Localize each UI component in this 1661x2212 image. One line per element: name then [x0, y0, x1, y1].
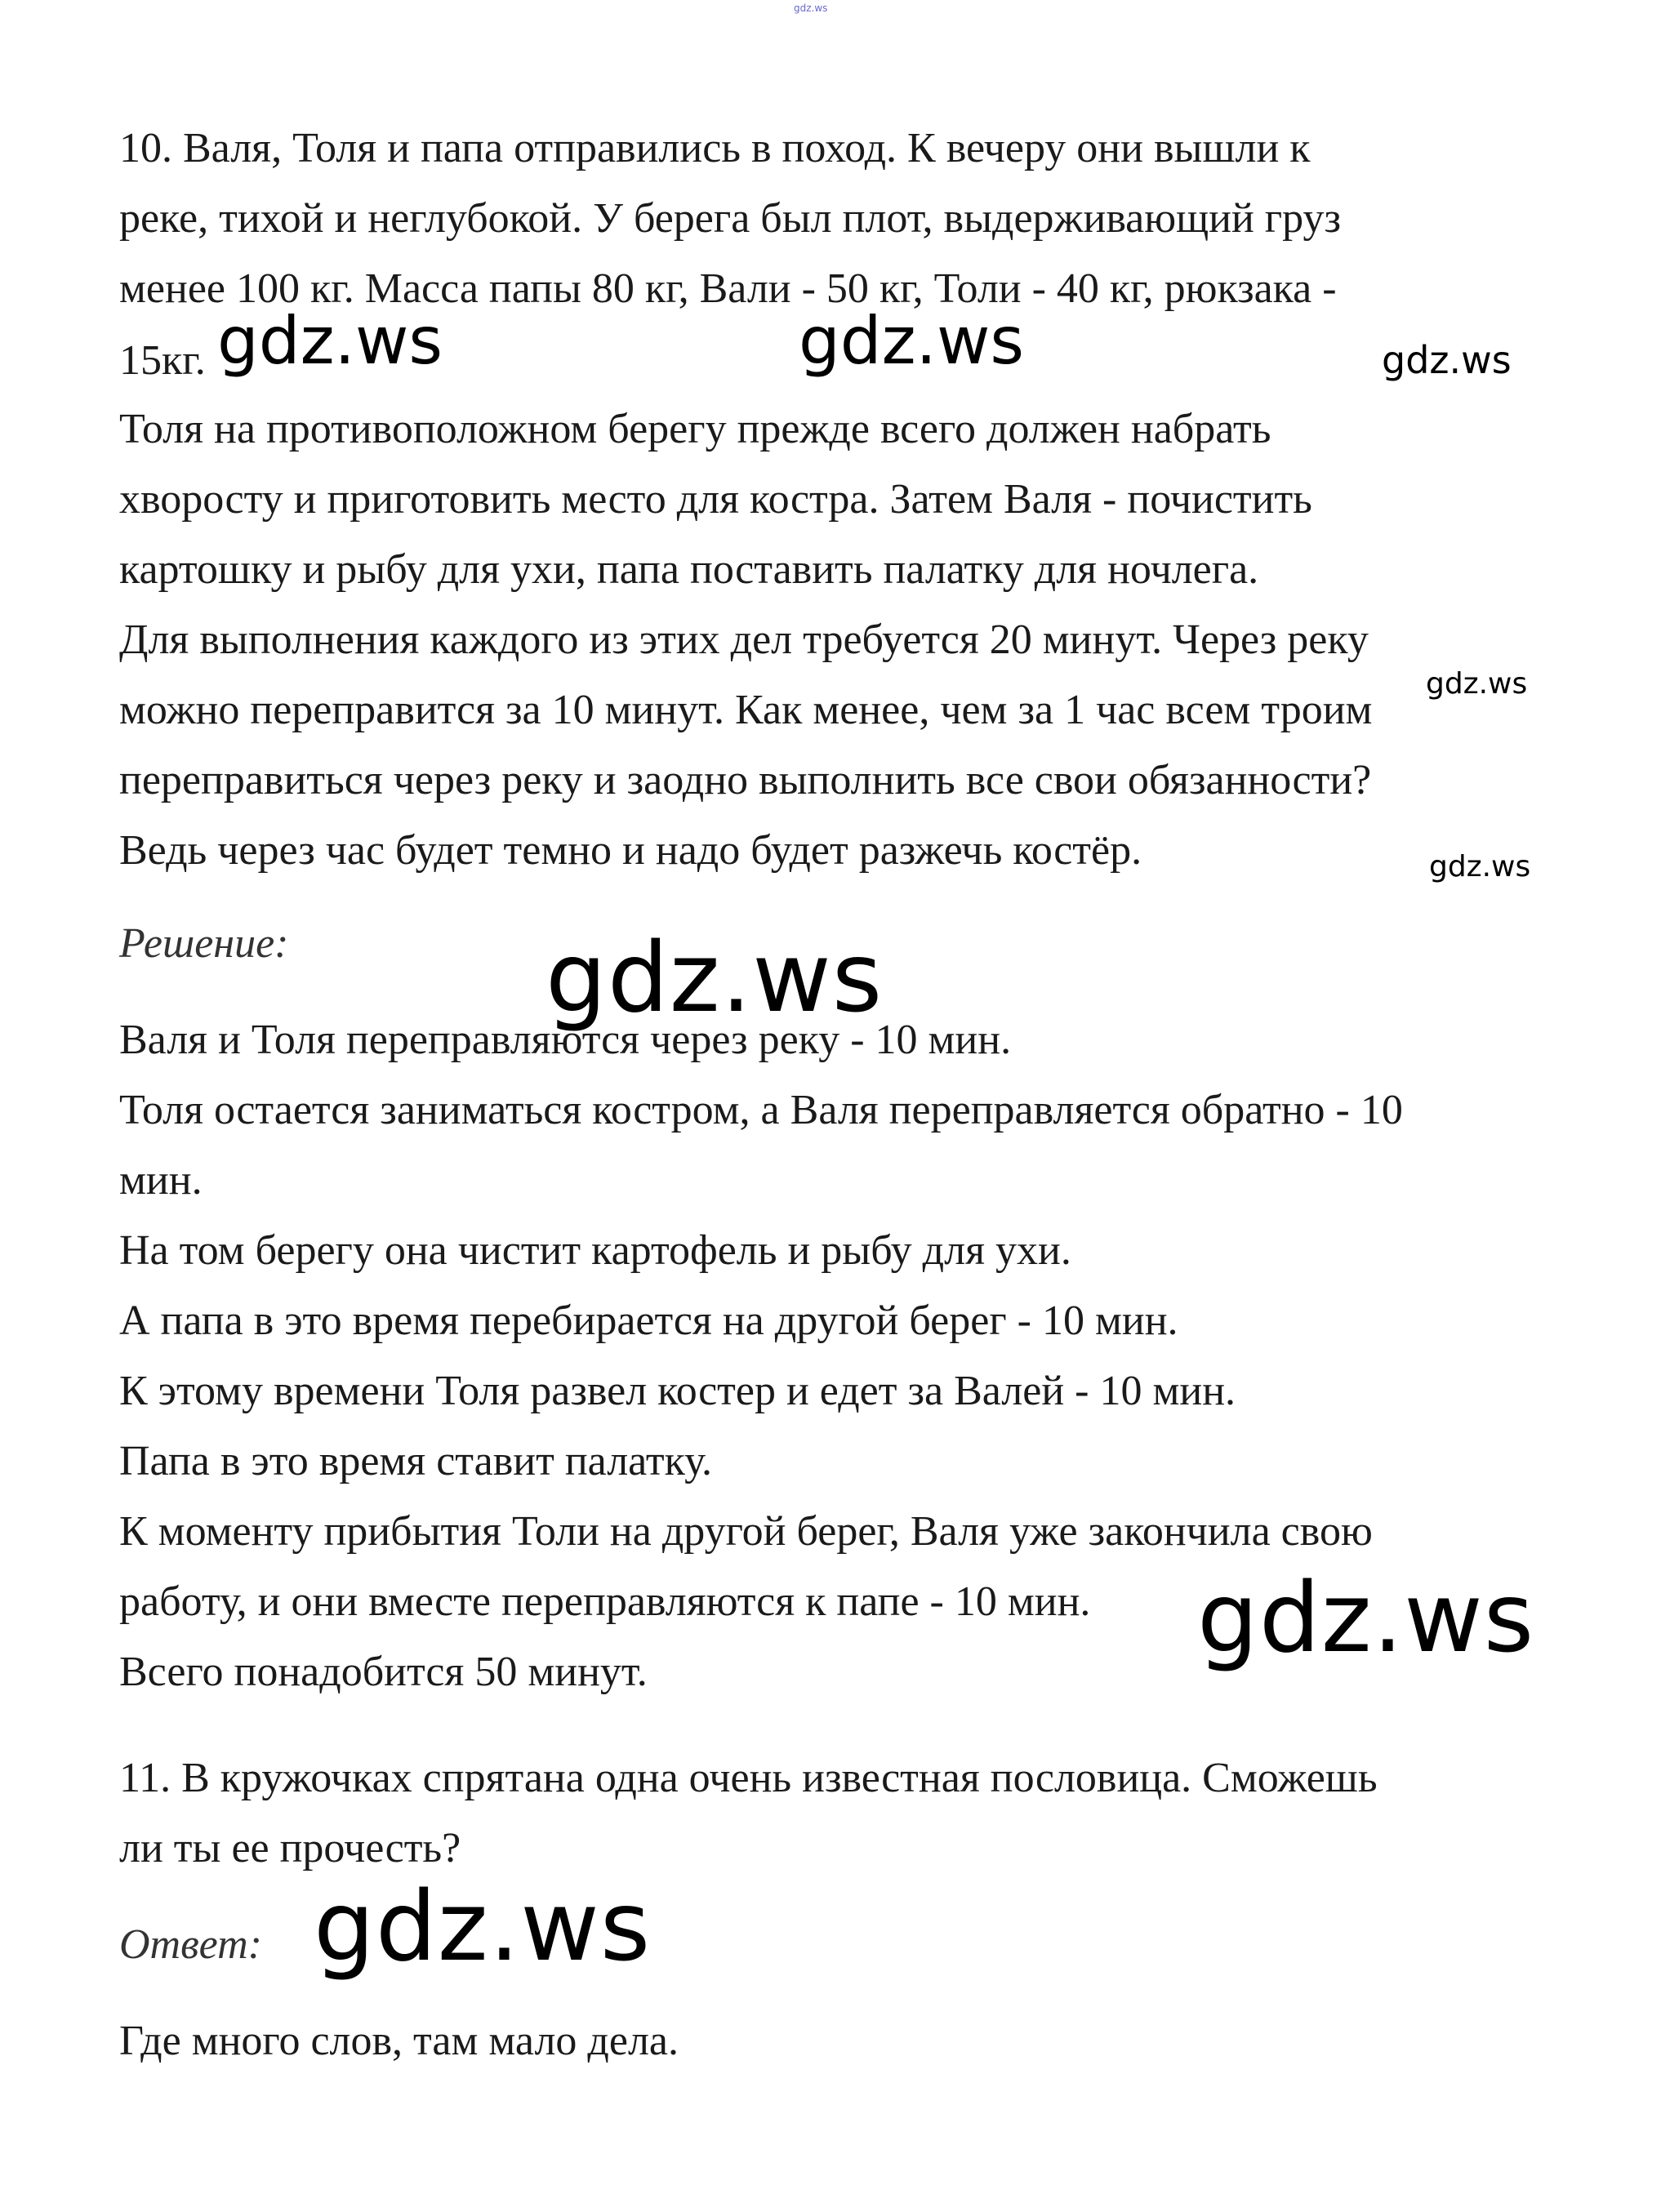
watermark-3: gdz.ws — [1382, 338, 1512, 382]
watermark-6: gdz.ws — [546, 921, 884, 1034]
problem10-line-10: переправиться через реку и заодно выполнить все свои обязанности? — [119, 757, 1372, 803]
watermark-7: gdz.ws — [1197, 1561, 1535, 1674]
solution-line-9: работу, и они вместе переправляются к папе - 10 мин. — [119, 1578, 1091, 1625]
solution-line-8: К моменту прибытия Толи на другой берег, Валя уже закончила свою — [119, 1508, 1373, 1555]
solution-line-3: мин. — [119, 1157, 203, 1204]
solution-line-1: Валя и Толя переправляются через реку - 10 мин. — [119, 1017, 1012, 1063]
problem10-line-11: Ведь через час будет темно и надо будет разжечь костёр. — [119, 827, 1142, 874]
solution-line-5: А папа в это время перебирается на другой берег - 10 мин. — [119, 1297, 1178, 1344]
answer-text: Где много слов, там мало дела. — [119, 2018, 679, 2064]
watermark-5: gdz.ws — [1429, 850, 1531, 883]
watermark-top: gdz.ws — [794, 2, 828, 14]
problem10-line-9: можно переправится за 10 минут. Как менее, чем за 1 час всем троим — [119, 687, 1373, 733]
solution-line-4: На том берегу она чистит картофель и рыбу для ухи. — [119, 1227, 1071, 1274]
watermark-8: gdz.ws — [314, 1870, 652, 1983]
solution-line-2: Толя остается заниматься костром, а Валя переправляется обратно - 10 — [119, 1087, 1403, 1133]
problem10-line-7: картошку и рыбу для ухи, папа поставить палатку для ночлега. — [119, 546, 1259, 593]
solution-line-6: К этому времени Толя развел костер и едет за Валей - 10 мин. — [119, 1368, 1236, 1414]
problem10-line-1: 10. Валя, Толя и папа отправились в поход. К вечеру они вышли к — [119, 125, 1311, 171]
watermark-4: gdz.ws — [1426, 667, 1528, 701]
problem10-line-5: Толя на противоположном берегу прежде всего должен набрать — [119, 406, 1271, 452]
solution-line-10: Всего понадобится 50 минут. — [119, 1649, 648, 1695]
problem10-line-4: 15кг. — [119, 337, 206, 384]
problem10-line-8: Для выполнения каждого из этих дел требуется 20 минут. Через реку — [119, 616, 1369, 663]
problem10-line-6: хворосту и приготовить место для костра. Затем Валя - почистить — [119, 476, 1312, 523]
watermark-2: gdz.ws — [799, 303, 1025, 379]
solution-heading: Решение: — [119, 920, 289, 967]
problem11-line-2: ли ты ее прочесть? — [119, 1825, 461, 1872]
solution-line-7: Папа в это время ставит палатку. — [119, 1438, 712, 1484]
watermark-1: gdz.ws — [217, 303, 443, 379]
answer-heading: Ответ: — [119, 1921, 262, 1968]
problem10-line-2: реке, тихой и неглубокой. У берега был плот, выдерживающий груз — [119, 195, 1341, 242]
problem11-line-1: 11. В кружочках спрятана одна очень известная пословица. Сможешь — [119, 1755, 1378, 1801]
problem10-line-3: менее 100 кг. Масса папы 80 кг, Вали - 50 кг, Толи - 40 кг, рюкзака - — [119, 265, 1337, 312]
